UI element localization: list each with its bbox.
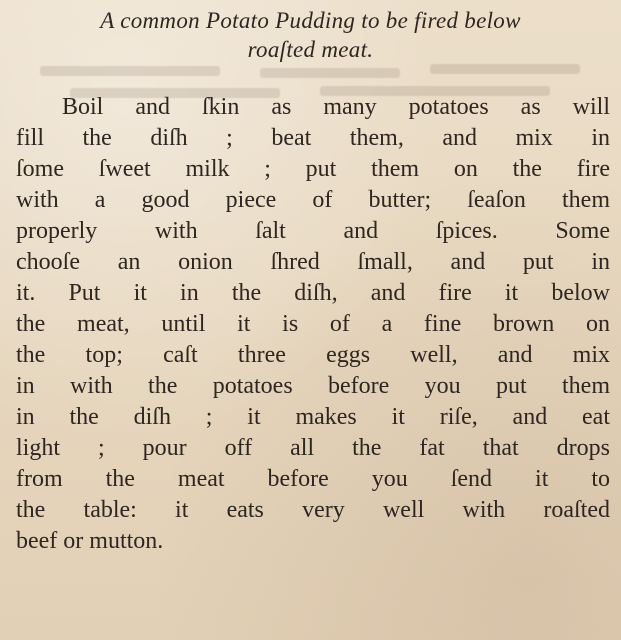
- body-line: in the diſh ; it makes it riſe, and eat: [16, 404, 610, 430]
- body-line: it. Put it in the diſh, and fire it below: [16, 280, 610, 306]
- body-line: beef or mutton.: [16, 528, 164, 554]
- recipe-title: [0, 6, 621, 64]
- body-line: ſome ſweet milk ; put them on the fire: [16, 156, 610, 182]
- body-line: fill the diſh ; beat them, and mix in: [16, 125, 610, 151]
- title-line: A common Potato Pudding to be fired below: [100, 8, 521, 33]
- body-line: Boil and ſkin as many potatoes as will: [62, 94, 610, 120]
- body-line: the meat, until it is of a fine brown on: [16, 311, 610, 337]
- body-line: with a good piece of butter; ſeaſon them: [16, 187, 610, 213]
- recipe-body: [16, 92, 610, 557]
- body-line: from the meat before you ſend it to: [16, 466, 610, 492]
- body-line: the top; caſt three eggs well, and mix: [16, 342, 610, 368]
- title-line: roaſted meat.: [247, 37, 374, 62]
- body-line: chooſe an onion ſhred ſmall, and put in: [16, 249, 610, 275]
- body-line: properly with ſalt and ſpices. Some: [16, 218, 610, 244]
- body-line: light ; pour off all the fat that drops: [16, 435, 610, 461]
- body-line: the table: it eats very well with roaſted: [16, 497, 610, 523]
- body-line: in with the potatoes before you put them: [16, 373, 610, 399]
